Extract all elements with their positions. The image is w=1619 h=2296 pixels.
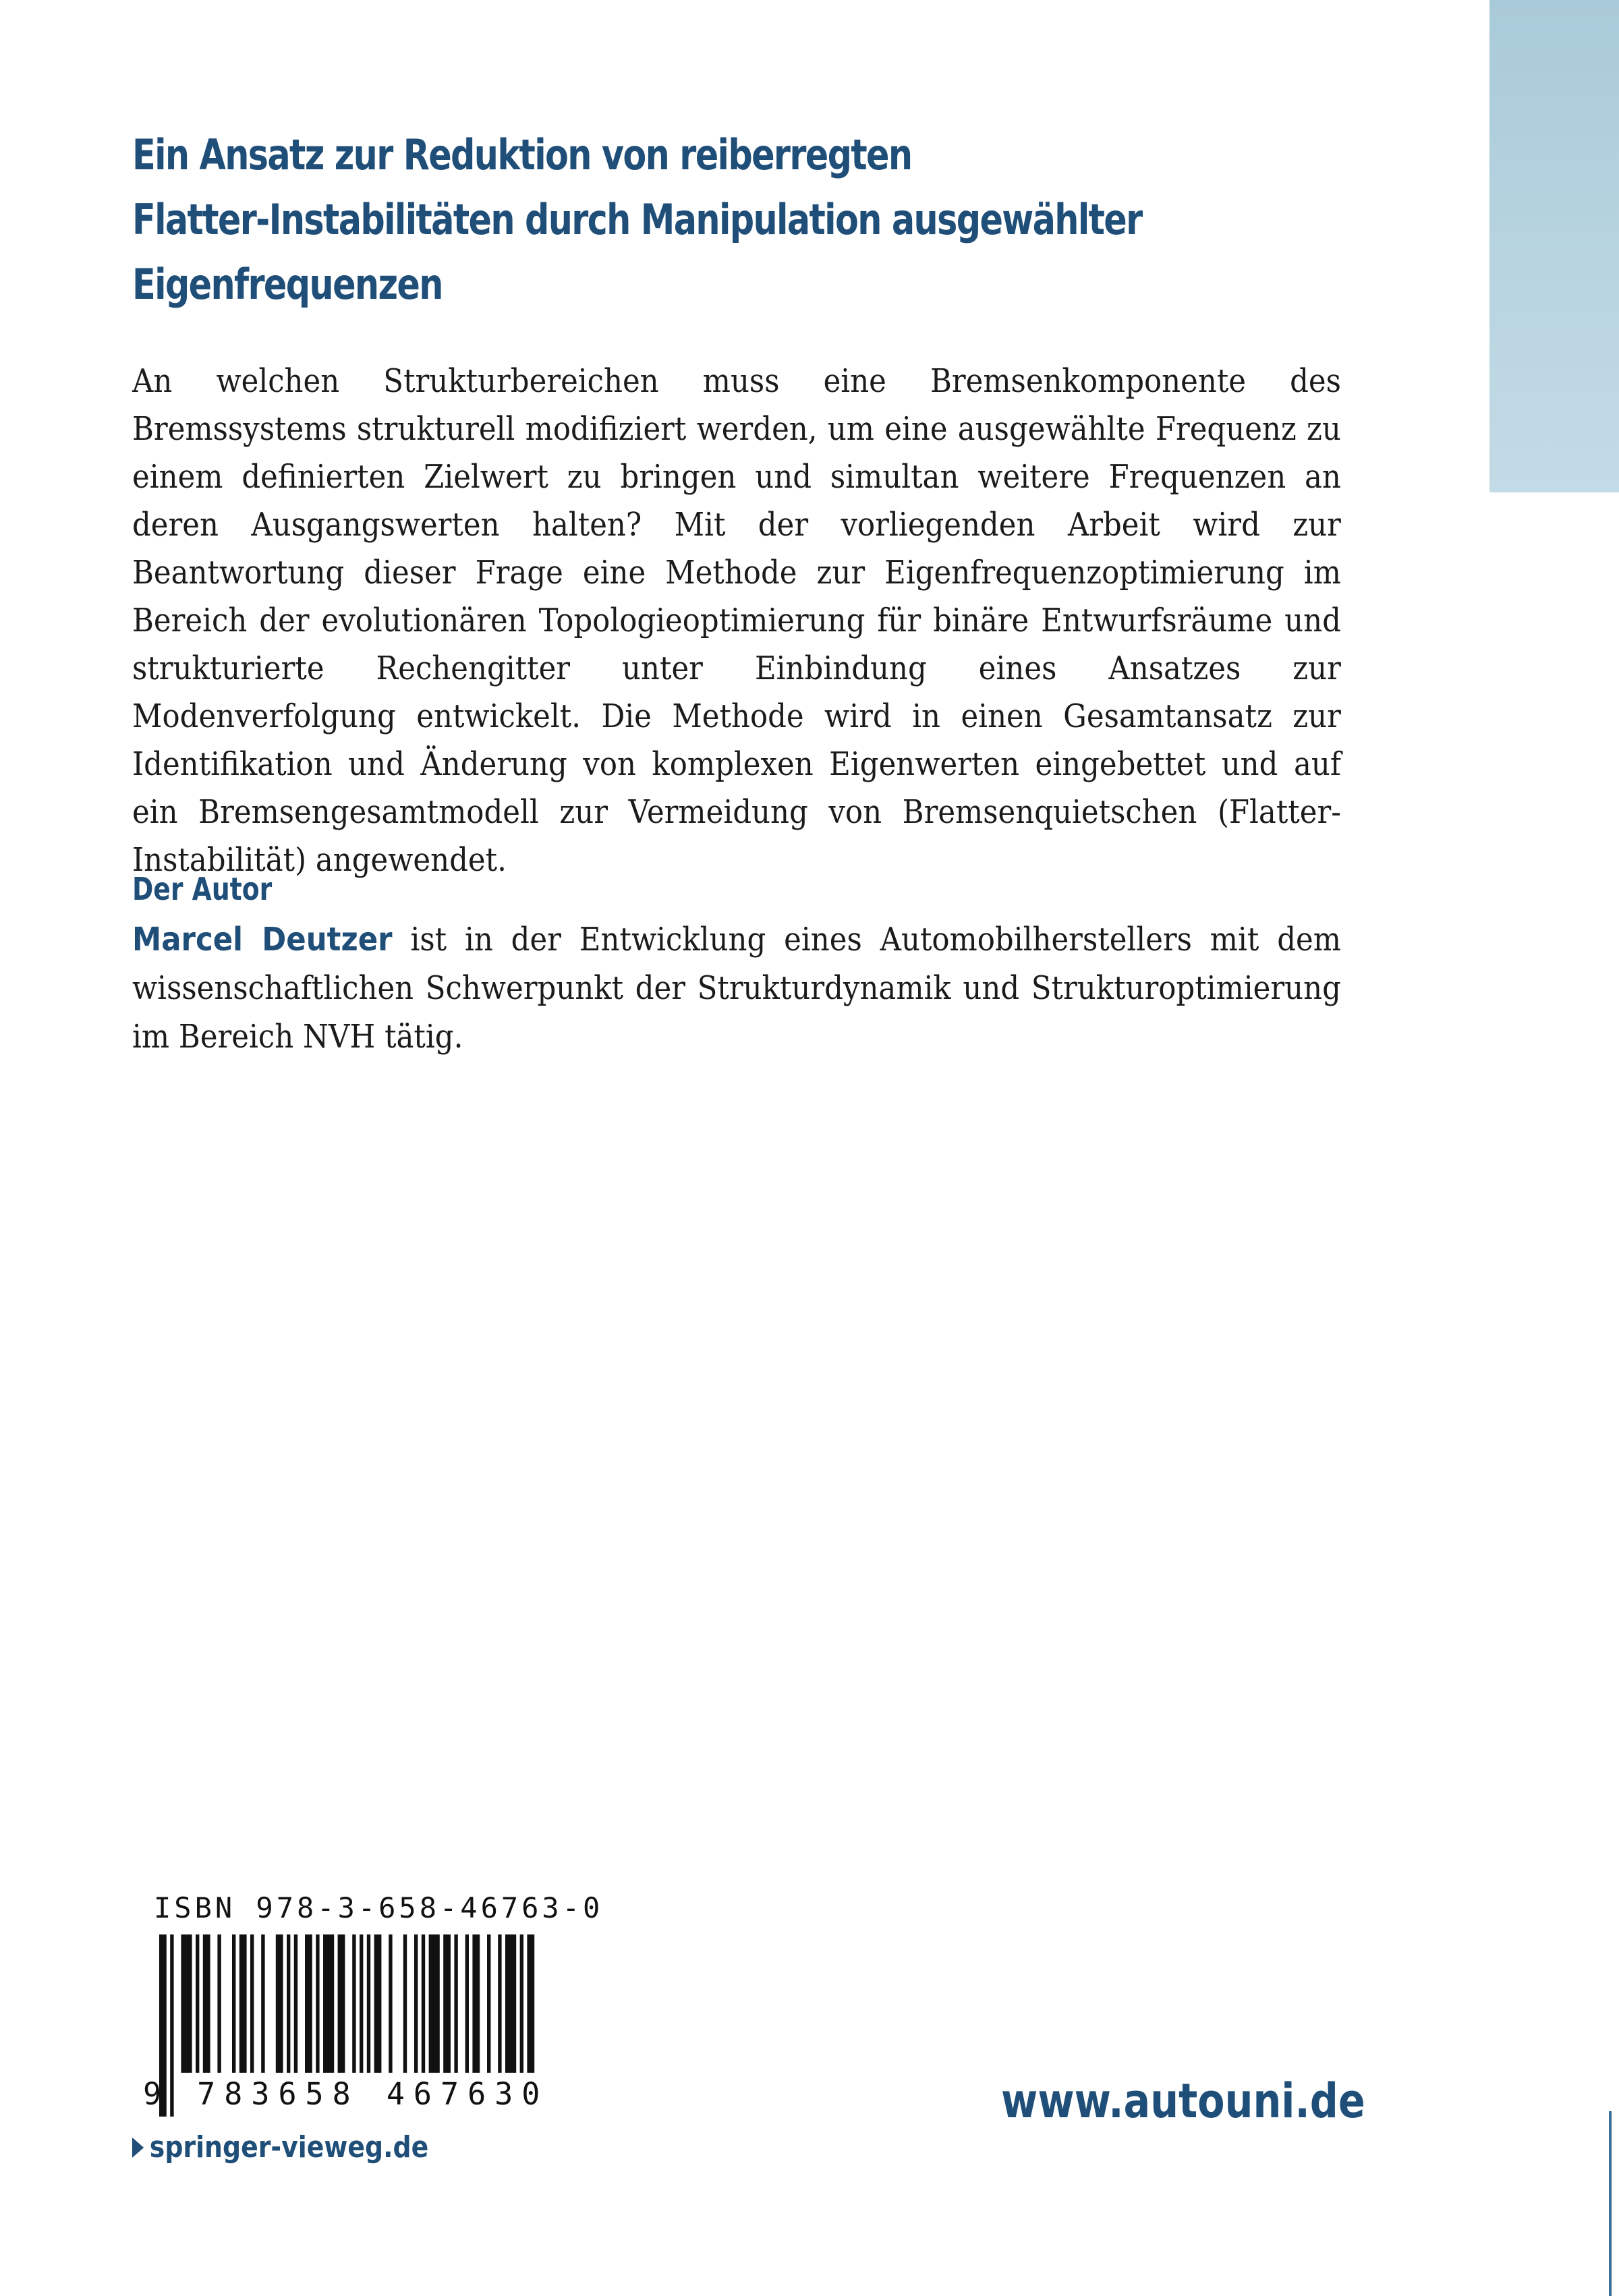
barcode-bar xyxy=(352,1934,356,2073)
barcode-bar xyxy=(203,1934,210,2073)
author-heading: Der Autor xyxy=(132,871,273,907)
publisher-link[interactable] xyxy=(132,2130,428,2164)
barcode-bar xyxy=(323,1934,334,2073)
cover-edge-line xyxy=(1609,2111,1612,2296)
title-line-2: Flatter-Instabilitäten durch Manipulation ausgewählter xyxy=(132,195,1142,244)
barcode-bar xyxy=(527,1934,534,2073)
barcode-bar xyxy=(276,1934,283,2073)
barcode-bar xyxy=(239,1934,247,2073)
isbn-label: ISBN 978-3-658-46763-0 xyxy=(154,1891,604,1924)
author-name: Marcel Deutzer xyxy=(132,921,393,958)
barcode-bar xyxy=(422,1934,425,2073)
barcode-bar xyxy=(443,1934,451,2073)
website-link[interactable]: www.autouni.de xyxy=(1001,2073,1365,2129)
barcode-bar xyxy=(498,1934,501,2073)
barcode-bar xyxy=(367,1934,370,2073)
book-abstract: An welchen Strukturbereichen muss eine Bremsenkomponente des Bremssystems strukturell modifiziert werden, um eine ausgewählte Frequenz zu einem definierten Zielwert zu bringen und simultan weitere Frequenzen an deren Ausgangswerten halten? Mit der vorliegenden Arbeit wird zur Beantwortung dieser Frage eine Methode zur Eigenfrequenzoptimierung im Bereich der evolutionären Topologieoptimierung für binäre Entwurfsräume und strukturierte Rechengitter unter Einbindung eines Ansatzes zur Modenverfolgung entwickelt. Die Methode wird in einen Gesamtansatz zur Identifikation und Änderung von komplexen Eigenwerten eingebettet und auf ein Bremsengesamtmodell zur Vermeidung von Bremsenquietschen (Flatter-Instabilität) angewendet. xyxy=(132,362,1341,879)
barcode-bar xyxy=(520,1934,523,2073)
barcode-bar xyxy=(414,1934,418,2073)
barcode-bar xyxy=(338,1934,345,2073)
barcode-bar xyxy=(454,1934,457,2073)
barcode-bar xyxy=(429,1934,440,2073)
title-line-1: Ein Ansatz zur Reduktion von reiberregten xyxy=(132,130,912,179)
barcode-bar xyxy=(250,1934,254,2073)
barcode-bar xyxy=(316,1934,319,2073)
barcode-bar xyxy=(389,1934,392,2073)
barcode-bar xyxy=(287,1934,290,2073)
barcode-digits: 9 783658 467630 xyxy=(143,2076,549,2112)
publisher-label: springer-vieweg.de xyxy=(149,2130,429,2164)
barcode-bar xyxy=(505,1934,516,2073)
barcode-bar xyxy=(465,1934,469,2073)
barcode-bar xyxy=(374,1934,382,2073)
barcode-bar xyxy=(305,1934,312,2073)
barcode-bar xyxy=(360,1934,363,2073)
barcode-bar xyxy=(403,1934,407,2073)
author-bio-paragraph xyxy=(132,915,1341,1061)
barcode-bar xyxy=(261,1934,264,2073)
barcode-bar xyxy=(472,1934,480,2073)
arrow-right-icon xyxy=(132,2137,144,2158)
barcode-bar xyxy=(181,1934,192,2073)
barcode-bar xyxy=(217,1934,221,2073)
barcode-bar xyxy=(294,1934,297,2073)
decorative-side-bar xyxy=(1489,0,1619,492)
author-bio: ist in der Entwicklung eines Automobilherstellers mit dem wissenschaftlichen Schwerpunkt der Strukturdynamik und Strukturoptimierung im Bereich NVH tätig. xyxy=(132,921,1341,1056)
book-title xyxy=(132,123,1183,317)
barcode-bar xyxy=(196,1934,199,2073)
title-line-3: Eigenfrequenzen xyxy=(132,260,443,309)
barcode-bar xyxy=(487,1934,490,2073)
barcode-bar xyxy=(232,1934,235,2073)
